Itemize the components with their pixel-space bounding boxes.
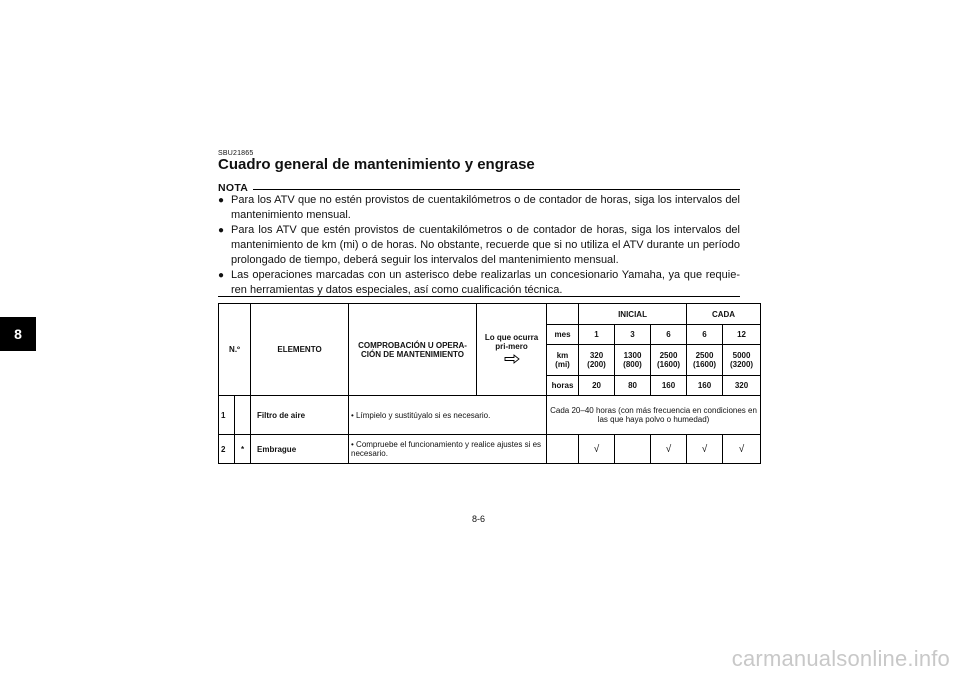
table-row bbox=[219, 435, 761, 464]
interval-value: 2500 (1600) bbox=[651, 345, 687, 376]
note-item: ● Para los ATV que estén provistos de cuentakilómetros o de contador de horas, siga los intervalos del mantenimiento de km (mi) o de horas. No obstante, recuerde que si no utiliza el ATV durante un período prolongado de tiempo, deberá seguir los intervalos del mantenimiento mensual. bbox=[218, 224, 740, 266]
row-check: √ bbox=[687, 435, 723, 464]
note-item: ● Para los ATV que no estén provistos de cuentakilómetros o de contador de horas, siga los intervalos del mantenimiento mensual. bbox=[218, 194, 740, 221]
header-no: N.º bbox=[219, 304, 251, 396]
header-first: Lo que ocurra pri-mero bbox=[477, 304, 547, 396]
header-every: CADA bbox=[687, 304, 761, 325]
header-check: COMPROBACIÓN U OPERA-CIÓN DE MANTENIMIENTO bbox=[349, 304, 477, 396]
bullet-icon: ● bbox=[218, 195, 225, 206]
row-interval-note: Cada 20–40 horas (con más frecuencia en condiciones en las que haya polvo o humedad) bbox=[547, 396, 761, 435]
row-check-empty bbox=[547, 435, 579, 464]
header-row bbox=[219, 304, 761, 325]
row-check bbox=[615, 435, 651, 464]
header-element: ELEMENTO bbox=[251, 304, 349, 396]
interval-value: 3 bbox=[615, 325, 651, 345]
page-number: 8-6 bbox=[472, 514, 486, 524]
interval-label: mes bbox=[547, 325, 579, 345]
row-number: 1 bbox=[219, 396, 235, 435]
interval-value: 5000 (3200) bbox=[723, 345, 761, 376]
bullet-icon: ● bbox=[218, 270, 225, 281]
interval-value: 1300 (800) bbox=[615, 345, 651, 376]
notes-bottom-divider bbox=[218, 296, 740, 297]
notes-list bbox=[218, 193, 740, 298]
maintenance-table bbox=[218, 303, 761, 464]
row-star bbox=[235, 396, 251, 435]
interval-value: 320 (200) bbox=[579, 345, 615, 376]
interval-value: 6 bbox=[651, 325, 687, 345]
interval-value: 160 bbox=[687, 376, 723, 396]
row-operation: • Límpielo y sustitúyalo si es necesario. bbox=[349, 396, 547, 435]
interval-value: 6 bbox=[687, 325, 723, 345]
interval-value: 2500 (1600) bbox=[687, 345, 723, 376]
interval-value: 160 bbox=[651, 376, 687, 396]
row-check: √ bbox=[723, 435, 761, 464]
interval-label: horas bbox=[547, 376, 579, 396]
interval-value: 1 bbox=[579, 325, 615, 345]
row-check: √ bbox=[579, 435, 615, 464]
chapter-tab: 8 bbox=[0, 317, 36, 351]
interval-value: 320 bbox=[723, 376, 761, 396]
row-star: * bbox=[235, 435, 251, 464]
nota-divider bbox=[253, 189, 740, 190]
nota-label: NOTA bbox=[218, 182, 249, 194]
interval-value: 12 bbox=[723, 325, 761, 345]
table-row bbox=[219, 396, 761, 435]
watermark: carmanualsonline.info bbox=[731, 646, 950, 671]
header-empty bbox=[547, 304, 579, 325]
row-check: √ bbox=[651, 435, 687, 464]
arrow-right-icon bbox=[504, 354, 520, 364]
interval-value: 80 bbox=[615, 376, 651, 396]
bullet-icon: ● bbox=[218, 225, 225, 236]
row-operation: • Compruebe el funcionamiento y realice ajustes si es necesario. bbox=[349, 435, 547, 464]
note-item: ● Las operaciones marcadas con un asterisco debe realizarlas un concesionario Yamaha, ya que requie-ren herramientas y datos especiales, así como cualificación técnica. bbox=[218, 269, 740, 296]
interval-label: km (mi) bbox=[547, 345, 579, 376]
header-initial: INICIAL bbox=[579, 304, 687, 325]
row-item: Embrague bbox=[251, 435, 349, 464]
interval-value: 20 bbox=[579, 376, 615, 396]
row-item: Filtro de aire bbox=[251, 396, 349, 435]
page-title: Cuadro general de mantenimiento y engrase bbox=[218, 156, 535, 173]
row-number: 2 bbox=[219, 435, 235, 464]
document-code: SBU21865 bbox=[218, 150, 254, 157]
